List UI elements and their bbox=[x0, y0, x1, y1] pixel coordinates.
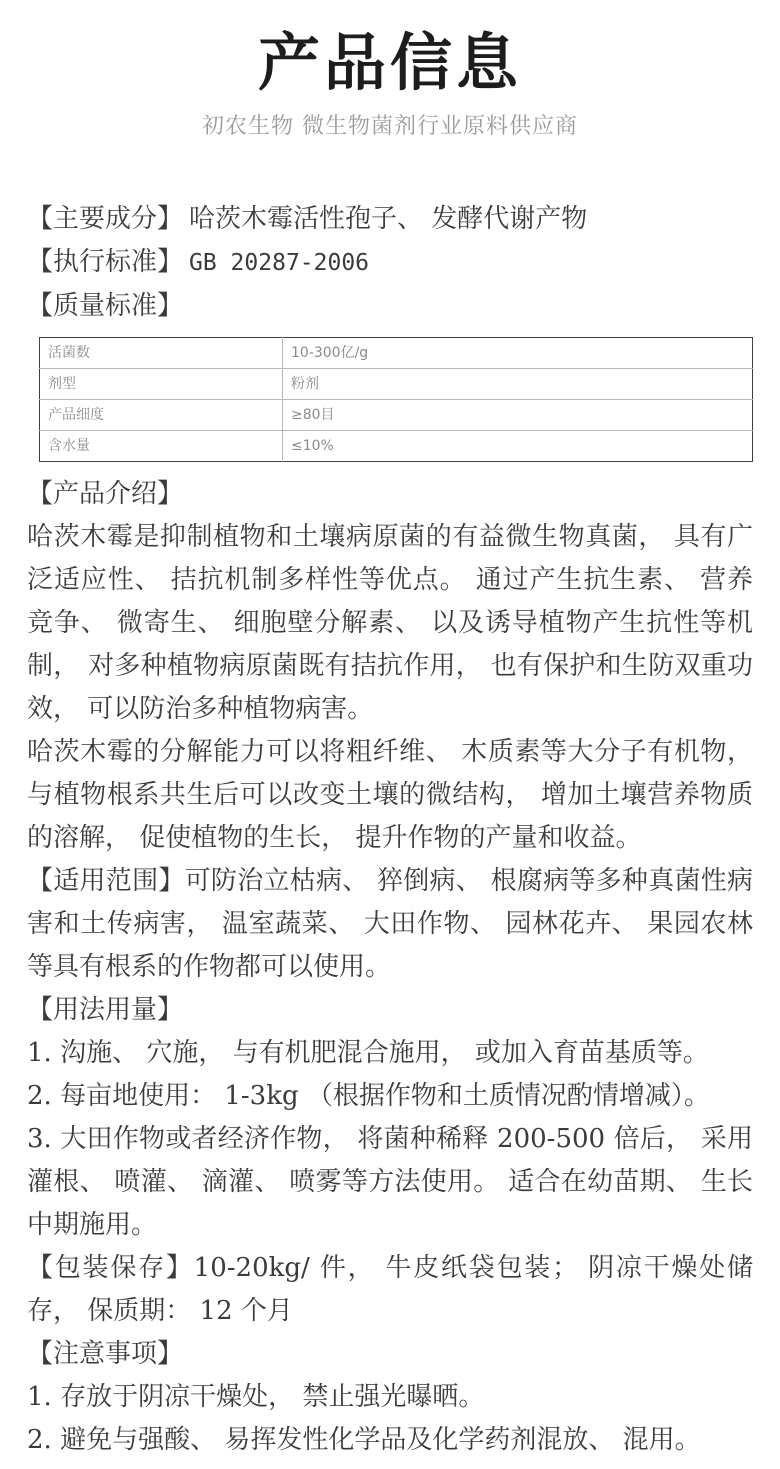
table-cell-value: 10-300亿/g bbox=[283, 338, 753, 369]
intro-paragraph-1: 哈茨木霉是抑制植物和土壤病原菌的有益微生物真菌， 具有广泛适应性、 拮抗机制多样性等优点。 通过产生抗生素、 营养竞争、 微寄生、 细胞壁分解素、 以及诱导植物产生抗性等机制， 对多种植物病原菌既有拮抗作用， 也有保护和生防双重功效， 可以防治多种植物病害。 bbox=[27, 522, 753, 724]
table-cell-key: 含水量 bbox=[40, 431, 283, 462]
spec-execution-standard bbox=[27, 241, 753, 285]
table-cell-key: 活菌数 bbox=[40, 338, 283, 369]
table-row bbox=[40, 400, 753, 431]
page-subtitle: 初农生物 微生物菌剂行业原料供应商 bbox=[202, 114, 578, 139]
table-cell-value: ≥80目 bbox=[283, 400, 753, 431]
usage-item-1: 1. 沟施、 穴施， 与有机肥混合施用， 或加入育苗基质等。 bbox=[27, 1038, 709, 1068]
table-row bbox=[40, 338, 753, 369]
page-title: 产品信息 bbox=[257, 26, 522, 99]
section-heading-packaging: 【包装保存】 bbox=[27, 1253, 194, 1283]
document-content bbox=[0, 198, 780, 1462]
section-heading-introduction: 【产品介绍】 bbox=[27, 479, 184, 509]
notes-item-1: 1. 存放于阴凉干燥处， 禁止强光曝晒。 bbox=[27, 1382, 485, 1412]
notes-item-2: 2. 避免与强酸、 易挥发性化学品及化学药剂混放、 混用。 bbox=[27, 1425, 701, 1455]
packaging-text: 10-20kg/ 件， 牛皮纸袋包装； 阴凉干燥处储存， 保质期： 12 个月 bbox=[27, 1253, 753, 1326]
section-heading-notes: 【注意事项】 bbox=[27, 1339, 184, 1369]
table-cell-key: 剂型 bbox=[40, 369, 283, 400]
section-heading-usage: 【用法用量】 bbox=[27, 995, 184, 1025]
quality-table-wrapper bbox=[27, 337, 753, 462]
spec-execution-standard-label: 【执行标准】 bbox=[27, 247, 184, 277]
spec-main-ingredient-label: 【主要成分】 bbox=[27, 204, 184, 234]
section-heading-scope: 【适用范围】 bbox=[27, 866, 185, 896]
section-packaging bbox=[27, 1247, 753, 1333]
table-row bbox=[40, 369, 753, 400]
page-header bbox=[0, 0, 780, 144]
quality-standard-table bbox=[39, 337, 753, 462]
table-cell-value: 粉剂 bbox=[283, 369, 753, 400]
usage-item-2: 2. 每亩地使用： 1-3kg （根据作物和土质情况酌情增减）。 bbox=[27, 1081, 710, 1111]
table-cell-value: ≤10% bbox=[291, 438, 334, 454]
usage-item-3: 3. 大田作物或者经济作物， 将菌种稀释 200-500 倍后， 采用灌根、 喷灌、 滴灌、 喷雾等方法使用。 适合在幼苗期、 生长中期施用。 bbox=[27, 1124, 753, 1240]
spec-quality-standard bbox=[27, 285, 753, 328]
scope-text: 可防治立枯病、 猝倒病、 根腐病等多种真菌性病害和土传病害， 温室蔬菜、 大田作物、 园林花卉、 果园农林等具有根系的作物都可以使用。 bbox=[27, 866, 753, 982]
spec-execution-standard-value: GB 20287-2006 bbox=[189, 250, 370, 276]
table-cell-key: 产品细度 bbox=[40, 400, 283, 431]
quality-table-body bbox=[40, 338, 753, 462]
table-row bbox=[40, 431, 753, 462]
spec-main-ingredient-value: 哈茨木霉活性孢子、 发酵代谢产物 bbox=[189, 204, 588, 234]
spec-main-ingredient bbox=[27, 198, 753, 241]
section-scope bbox=[27, 860, 753, 989]
spec-quality-standard-label: 【质量标准】 bbox=[27, 291, 184, 321]
intro-paragraph-2: 哈茨木霉的分解能力可以将粗纤维、 木质素等大分子有机物， 与植物根系共生后可以改变土壤的微结构， 增加土壤营养物质的溶解， 促使植物的生长， 提升作物的产量和收益。 bbox=[27, 737, 753, 853]
